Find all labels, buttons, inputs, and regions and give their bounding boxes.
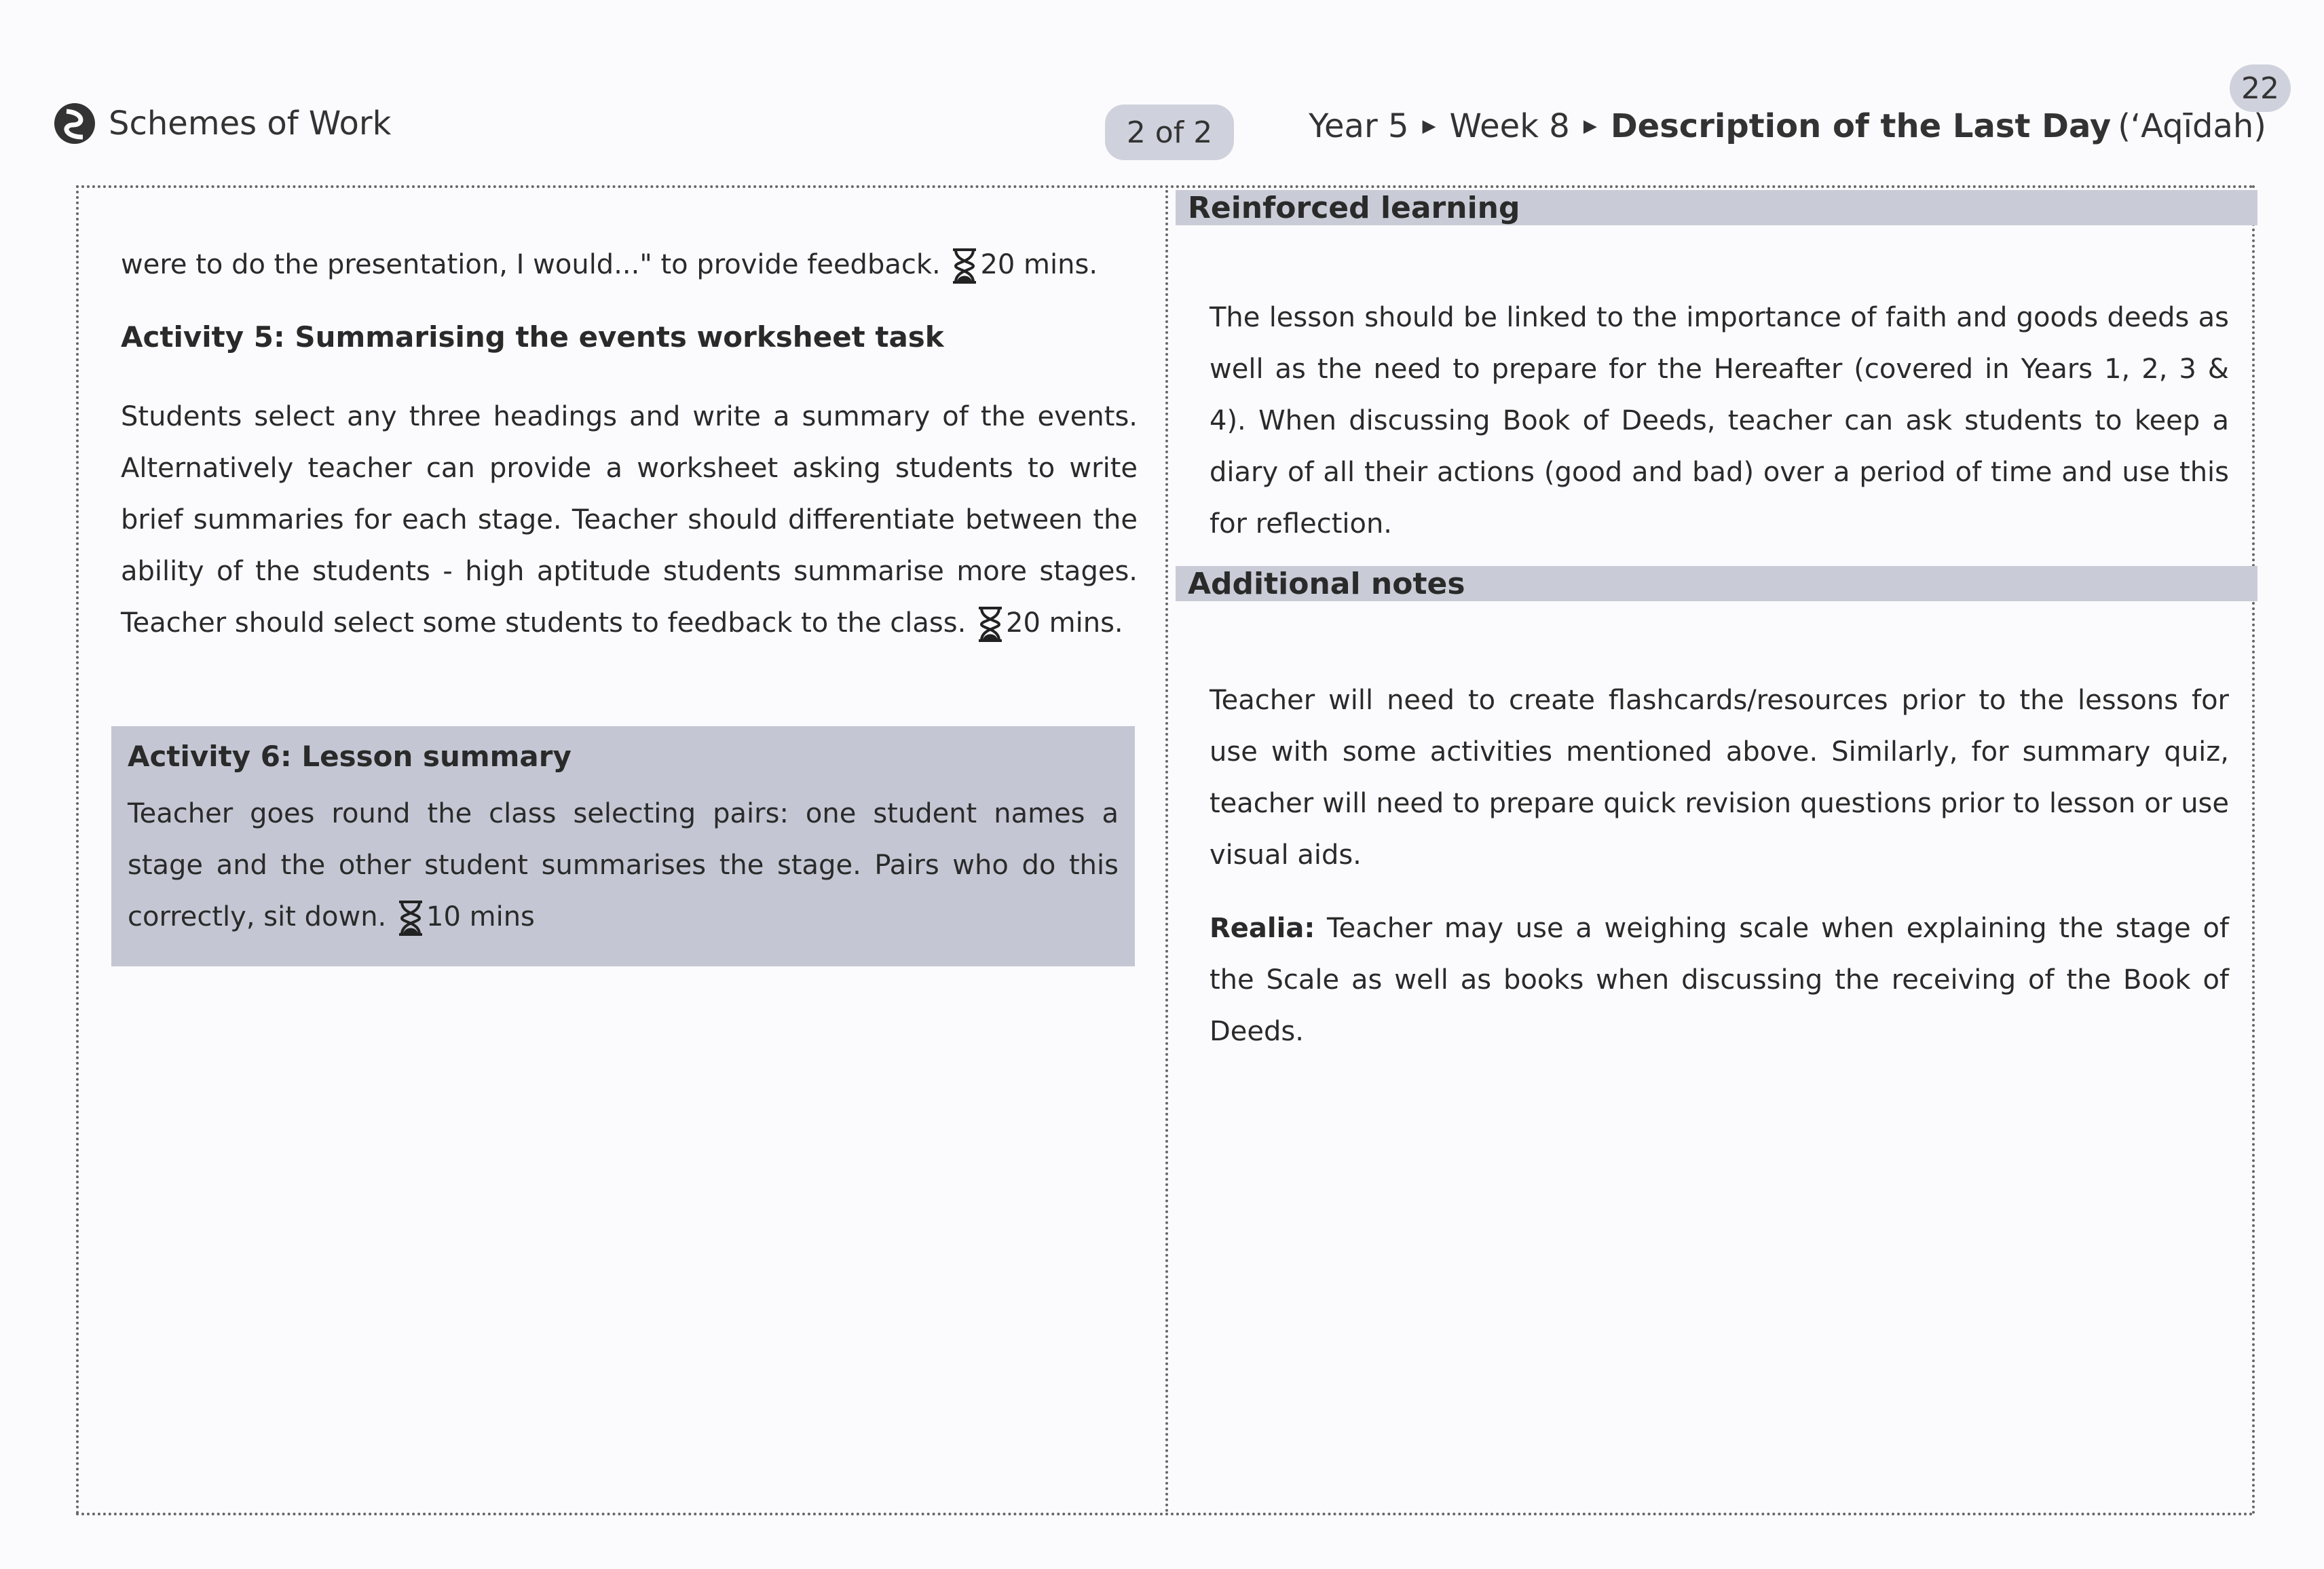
activity5-text: Students select any three headings and write a summary of the events. Alternatively teacher can provide a worksheet asking students to write brief summaries for each stage. Teacher should differentiate between the ability of the students - high aptitude students summarise more stages. Teacher should select some students to feedback to the class.	[121, 401, 1138, 639]
header-brand	[53, 102, 391, 145]
activity6-time: 10 mins	[426, 901, 535, 932]
activity6-text: Teacher goes round the class selecting pairs: one student names a stage and the other student summarises the stage. Pairs who do this correctly, sit down.	[128, 798, 1119, 932]
intro-text: were to do the presentation, I would..." to provide feedback.	[121, 249, 941, 280]
notes-heading: Additional notes	[1176, 566, 2257, 601]
chevron-right-icon: ▶	[1422, 116, 1436, 136]
hourglass-icon	[975, 599, 1006, 650]
activity5-time: 20 mins.	[1006, 607, 1123, 639]
activity6-heading: Activity 6: Lesson summary	[128, 740, 571, 773]
reinforced-section	[1210, 292, 2229, 550]
page-indicator: 2 of 2	[1105, 105, 1234, 160]
intro-paragraph	[121, 239, 1138, 292]
activity6-box	[111, 726, 1135, 966]
activity5-body	[121, 391, 1138, 650]
hourglass-icon	[395, 892, 426, 944]
hourglass-icon	[949, 240, 980, 292]
notes-text: Teacher will need to create flashcards/resources prior to the lessons for use with some activities mentioned above. Similarly, for summary quiz, teacher will need to prepare quick revision questions prior to lesson or use visual aids.	[1210, 685, 2229, 871]
intro-time: 20 mins.	[980, 249, 1098, 280]
realia-label: Realia:	[1210, 913, 1315, 944]
breadcrumb-week: Week 8	[1449, 107, 1570, 145]
page-number: 22	[2230, 64, 2291, 112]
breadcrumb-subject: (‘Aqīdah)	[2118, 107, 2266, 145]
activity5-heading: Activity 5: Summarising the events worksheet task	[121, 320, 944, 354]
activity5-section	[121, 320, 1138, 354]
reinforced-text: The lesson should be linked to the importance of faith and goods deeds as well as the need to prepare for the Hereafter (covered in Years 1, 2, 3 & 4). When discussing Book of Deeds, teacher can ask students to keep a diary of all their actions (good and bad) over a period of time and use this for reflection.	[1210, 302, 2229, 540]
breadcrumb	[1309, 107, 2266, 145]
brand-title: Schemes of Work	[109, 105, 392, 143]
breadcrumb-title: Description of the Last Day	[1610, 107, 2112, 145]
realia-text: Teacher may use a weighing scale when explaining the stage of the Scale as well as books when discussing the receiving of the Book of Deeds.	[1210, 913, 2229, 1047]
logo-icon	[53, 102, 96, 145]
chevron-right-icon: ▶	[1583, 116, 1597, 136]
notes-section	[1210, 675, 2229, 1057]
breadcrumb-year: Year 5	[1309, 107, 1409, 145]
column-divider	[1165, 190, 1168, 1513]
reinforced-heading: Reinforced learning	[1176, 190, 2257, 225]
